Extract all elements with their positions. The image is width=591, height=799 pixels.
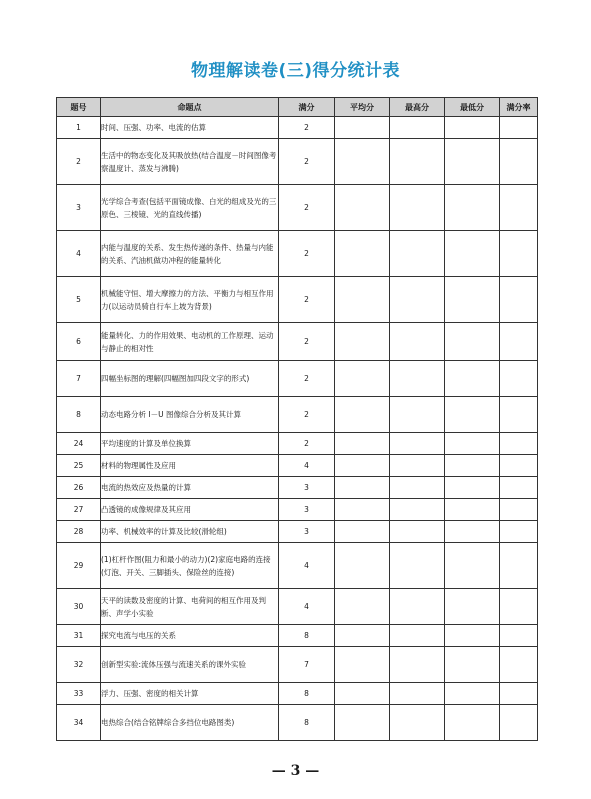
- topic-cell: 功率、机械效率的计算及比较(滑轮组): [101, 521, 279, 543]
- table-row: [57, 277, 538, 323]
- highest-score-cell: [390, 117, 445, 139]
- full-score-rate-cell: [500, 397, 538, 433]
- full-score-cell: 2: [279, 433, 335, 455]
- full-score-rate-cell: [500, 277, 538, 323]
- full-score-rate-cell: [500, 543, 538, 589]
- topic-cell: 动态电路分析 I－U 图像综合分析及其计算: [101, 397, 279, 433]
- question-number-cell: 8: [57, 397, 101, 433]
- table-row: [57, 117, 538, 139]
- lowest-score-cell: [445, 185, 500, 231]
- highest-score-cell: [390, 543, 445, 589]
- question-number-cell: 32: [57, 647, 101, 683]
- average-score-cell: [335, 433, 390, 455]
- full-score-rate-cell: [500, 589, 538, 625]
- average-score-cell: [335, 647, 390, 683]
- full-score-cell: 2: [279, 231, 335, 277]
- lowest-score-cell: [445, 647, 500, 683]
- highest-score-cell: [390, 433, 445, 455]
- question-number-cell: 26: [57, 477, 101, 499]
- topic-cell: 四幅坐标图的理解(四幅图加四段文字的形式): [101, 361, 279, 397]
- topic-cell: 光学综合考查(包括平面镜成像、白光的组成及光的三原色、三棱镜、光的直线传播): [101, 185, 279, 231]
- highest-score-cell: [390, 231, 445, 277]
- table-row: [57, 455, 538, 477]
- table-row: [57, 397, 538, 433]
- header-average-score: 平均分: [335, 98, 390, 117]
- table-row: [57, 433, 538, 455]
- lowest-score-cell: [445, 477, 500, 499]
- average-score-cell: [335, 477, 390, 499]
- lowest-score-cell: [445, 361, 500, 397]
- full-score-rate-cell: [500, 185, 538, 231]
- question-number-cell: 30: [57, 589, 101, 625]
- highest-score-cell: [390, 361, 445, 397]
- topic-cell: 内能与温度的关系、发生热传递的条件、热量与内能的关系、汽油机做功冲程的能量转化: [101, 231, 279, 277]
- header-topic: 命题点: [101, 98, 279, 117]
- full-score-rate-cell: [500, 231, 538, 277]
- topic-cell: 凸透镜的成像规律及其应用: [101, 499, 279, 521]
- lowest-score-cell: [445, 499, 500, 521]
- full-score-cell: 4: [279, 589, 335, 625]
- full-score-rate-cell: [500, 521, 538, 543]
- full-score-cell: 8: [279, 625, 335, 647]
- lowest-score-cell: [445, 433, 500, 455]
- lowest-score-cell: [445, 277, 500, 323]
- average-score-cell: [335, 683, 390, 705]
- full-score-cell: 3: [279, 499, 335, 521]
- lowest-score-cell: [445, 139, 500, 185]
- highest-score-cell: [390, 647, 445, 683]
- topic-cell: 能量转化、力的作用效果、电动机的工作原理、运动与静止的相对性: [101, 323, 279, 361]
- average-score-cell: [335, 455, 390, 477]
- topic-cell: 时间、压强、功率、电流的估算: [101, 117, 279, 139]
- full-score-cell: 8: [279, 705, 335, 741]
- question-number-cell: 7: [57, 361, 101, 397]
- topic-cell: (1)杠杆作图(阻力和最小的动力)(2)家庭电路的连接(灯泡、开关、三脚插头、保险丝的连接): [101, 543, 279, 589]
- full-score-cell: 2: [279, 361, 335, 397]
- topic-cell: 电流的热效应及热量的计算: [101, 477, 279, 499]
- full-score-cell: 2: [279, 185, 335, 231]
- table-header-row: [57, 98, 538, 117]
- question-number-cell: 29: [57, 543, 101, 589]
- header-full-score-rate: 满分率: [500, 98, 538, 117]
- header-question-number: 题号: [57, 98, 101, 117]
- highest-score-cell: [390, 521, 445, 543]
- question-number-cell: 27: [57, 499, 101, 521]
- question-number-cell: 33: [57, 683, 101, 705]
- full-score-cell: 7: [279, 647, 335, 683]
- highest-score-cell: [390, 589, 445, 625]
- table-row: [57, 589, 538, 625]
- question-number-cell: 4: [57, 231, 101, 277]
- full-score-cell: 4: [279, 455, 335, 477]
- lowest-score-cell: [445, 231, 500, 277]
- question-number-cell: 28: [57, 521, 101, 543]
- table-row: [57, 543, 538, 589]
- full-score-rate-cell: [500, 361, 538, 397]
- question-number-cell: 34: [57, 705, 101, 741]
- highest-score-cell: [390, 323, 445, 361]
- table-row: [57, 361, 538, 397]
- question-number-cell: 25: [57, 455, 101, 477]
- highest-score-cell: [390, 477, 445, 499]
- lowest-score-cell: [445, 323, 500, 361]
- full-score-rate-cell: [500, 455, 538, 477]
- table-row: [57, 231, 538, 277]
- average-score-cell: [335, 231, 390, 277]
- full-score-rate-cell: [500, 705, 538, 741]
- highest-score-cell: [390, 705, 445, 741]
- table-row: [57, 647, 538, 683]
- full-score-cell: 2: [279, 117, 335, 139]
- full-score-rate-cell: [500, 117, 538, 139]
- question-number-cell: 5: [57, 277, 101, 323]
- highest-score-cell: [390, 139, 445, 185]
- highest-score-cell: [390, 455, 445, 477]
- table-row: [57, 521, 538, 543]
- table-row: [57, 139, 538, 185]
- question-number-cell: 24: [57, 433, 101, 455]
- lowest-score-cell: [445, 625, 500, 647]
- average-score-cell: [335, 543, 390, 589]
- score-statistics-table: [56, 97, 538, 741]
- full-score-cell: 3: [279, 521, 335, 543]
- table-row: [57, 499, 538, 521]
- full-score-rate-cell: [500, 139, 538, 185]
- topic-cell: 机械能守恒、增大摩擦力的方法、平衡力与相互作用力(以运动员骑自行车上坡为背景): [101, 277, 279, 323]
- topic-cell: 天平的读数及密度的计算、电荷间的相互作用及判断、声学小实验: [101, 589, 279, 625]
- lowest-score-cell: [445, 521, 500, 543]
- question-number-cell: 1: [57, 117, 101, 139]
- lowest-score-cell: [445, 117, 500, 139]
- table-row: [57, 705, 538, 741]
- topic-cell: 电热综合(结合铭牌综合多挡位电路图类): [101, 705, 279, 741]
- highest-score-cell: [390, 397, 445, 433]
- average-score-cell: [335, 521, 390, 543]
- lowest-score-cell: [445, 683, 500, 705]
- question-number-cell: 6: [57, 323, 101, 361]
- table-row: [57, 185, 538, 231]
- full-score-rate-cell: [500, 625, 538, 647]
- average-score-cell: [335, 589, 390, 625]
- lowest-score-cell: [445, 397, 500, 433]
- highest-score-cell: [390, 277, 445, 323]
- question-number-cell: 3: [57, 185, 101, 231]
- average-score-cell: [335, 117, 390, 139]
- average-score-cell: [335, 323, 390, 361]
- full-score-rate-cell: [500, 323, 538, 361]
- full-score-rate-cell: [500, 647, 538, 683]
- average-score-cell: [335, 499, 390, 521]
- highest-score-cell: [390, 683, 445, 705]
- lowest-score-cell: [445, 543, 500, 589]
- full-score-rate-cell: [500, 499, 538, 521]
- topic-cell: 生活中的物态变化及其吸放热(结合温度－时间图像考察温度计、蒸发与沸腾): [101, 139, 279, 185]
- full-score-cell: 4: [279, 543, 335, 589]
- full-score-rate-cell: [500, 683, 538, 705]
- topic-cell: 平均速度的计算及单位换算: [101, 433, 279, 455]
- full-score-rate-cell: [500, 433, 538, 455]
- highest-score-cell: [390, 185, 445, 231]
- header-highest-score: 最高分: [390, 98, 445, 117]
- topic-cell: 创新型实验:流体压强与流速关系的课外实验: [101, 647, 279, 683]
- table-row: [57, 625, 538, 647]
- full-score-cell: 8: [279, 683, 335, 705]
- average-score-cell: [335, 139, 390, 185]
- highest-score-cell: [390, 499, 445, 521]
- full-score-cell: 3: [279, 477, 335, 499]
- question-number-cell: 2: [57, 139, 101, 185]
- average-score-cell: [335, 185, 390, 231]
- lowest-score-cell: [445, 455, 500, 477]
- lowest-score-cell: [445, 705, 500, 741]
- average-score-cell: [335, 705, 390, 741]
- header-full-score: 满分: [279, 98, 335, 117]
- question-number-cell: 31: [57, 625, 101, 647]
- full-score-rate-cell: [500, 477, 538, 499]
- topic-cell: 浮力、压强、密度的相关计算: [101, 683, 279, 705]
- average-score-cell: [335, 361, 390, 397]
- full-score-cell: 2: [279, 139, 335, 185]
- full-score-cell: 2: [279, 397, 335, 433]
- table-row: [57, 477, 538, 499]
- highest-score-cell: [390, 625, 445, 647]
- page-number: — 3 —: [271, 763, 320, 779]
- full-score-cell: 2: [279, 323, 335, 361]
- average-score-cell: [335, 277, 390, 323]
- average-score-cell: [335, 625, 390, 647]
- topic-cell: 材料的物理属性及应用: [101, 455, 279, 477]
- table-row: [57, 323, 538, 361]
- table-row: [57, 683, 538, 705]
- topic-cell: 探究电流与电压的关系: [101, 625, 279, 647]
- average-score-cell: [335, 397, 390, 433]
- header-lowest-score: 最低分: [445, 98, 500, 117]
- full-score-cell: 2: [279, 277, 335, 323]
- page-title: 物理解读卷(三)得分统计表: [190, 61, 401, 81]
- lowest-score-cell: [445, 589, 500, 625]
